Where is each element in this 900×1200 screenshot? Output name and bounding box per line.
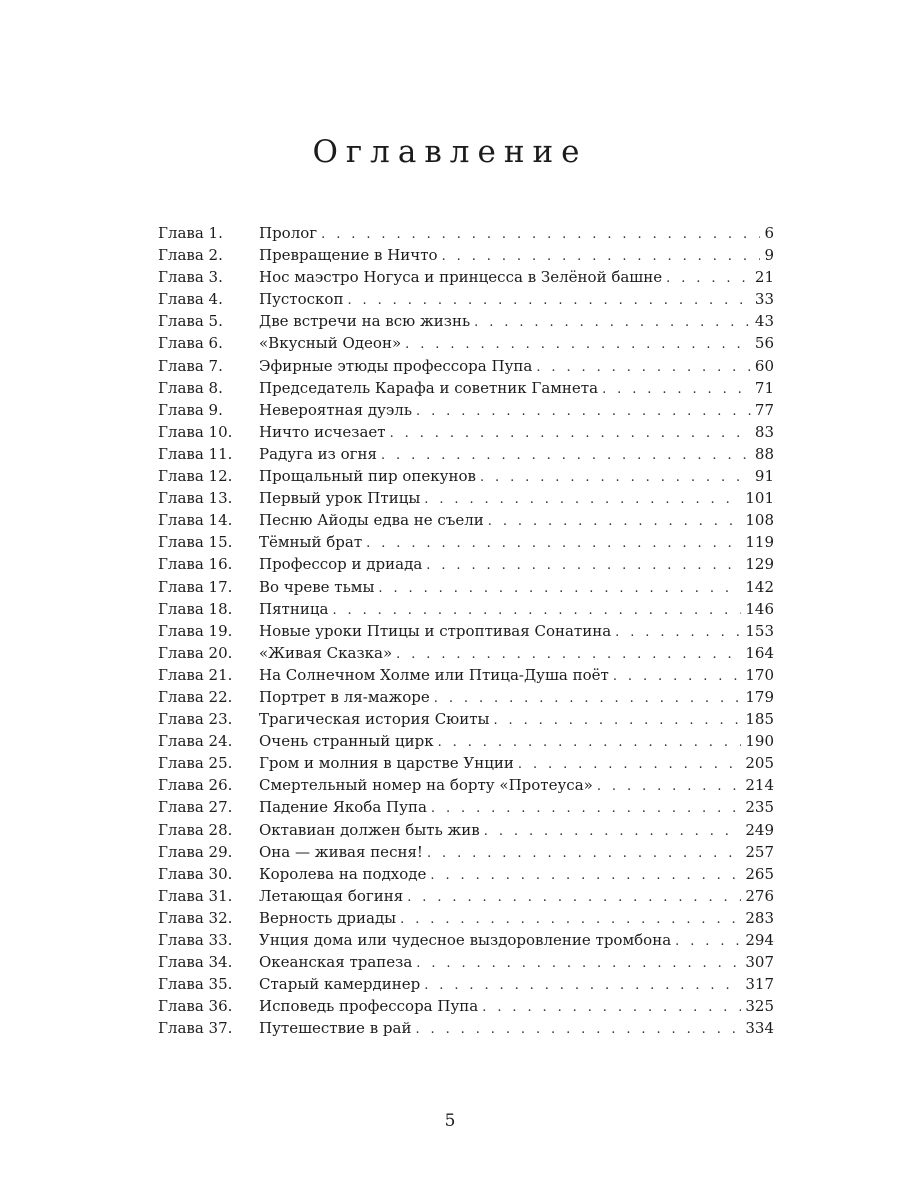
chapter-title-line [259,620,741,644]
toc-entry[interactable] [158,819,774,841]
dot-leader [438,732,742,754]
toc-entry[interactable] [158,531,774,553]
chapter-title: Пятница [259,599,329,618]
chapter-page-number: 249 [745,820,774,839]
chapter-title: «Вкусный Одеон» [259,334,402,353]
chapter-label: Глава 13. [158,489,233,508]
chapter-title-line [259,863,741,887]
chapter-title: Нос маэстро Ногуса и принцесса в Зелёной башне [259,268,663,287]
dot-leader [378,578,741,600]
chapter-title: Она — живая песня! [259,842,423,861]
toc-entry[interactable] [158,355,774,377]
chapter-page-number: 153 [745,621,774,640]
chapter-title: Первый урок Птицы [259,489,421,508]
chapter-label: Глава 31. [158,886,233,905]
dot-leader [430,865,741,887]
chapter-title: Трагическая история Сюиты [259,710,490,729]
toc-entry[interactable] [158,664,774,686]
chapter-title-line [259,708,741,732]
chapter-title: Профессор и дриада [259,555,423,574]
chapter-page-number: 179 [745,687,774,706]
dot-leader [396,644,741,666]
chapter-title-line [259,973,741,997]
chapter-page-number: 146 [745,599,774,618]
dot-leader [366,533,741,555]
dot-leader [493,710,741,732]
toc-entry[interactable] [158,708,774,730]
toc-entry[interactable] [158,377,774,399]
toc-entry[interactable] [158,929,774,951]
table-of-contents [158,222,774,1039]
chapter-label: Глава 30. [158,864,233,883]
chapter-title: Ничто исчезает [259,422,386,441]
chapter-title-line [259,995,741,1019]
toc-entry[interactable] [158,752,774,774]
dot-leader [424,489,741,511]
chapter-title: На Солнечном Холме или Птица-Душа поёт [259,665,609,684]
chapter-page-number: 33 [754,290,774,309]
chapter-label: Глава 9. [158,400,223,419]
chapter-label: Глава 3. [158,268,223,287]
chapter-page-number: 91 [754,467,774,486]
dot-leader [666,268,751,290]
chapter-page-number: 190 [745,732,774,751]
chapter-title-line [259,686,741,710]
chapter-page-number: 88 [754,444,774,463]
chapter-label: Глава 23. [158,710,233,729]
chapter-page-number: 276 [745,886,774,905]
chapter-page-number: 101 [745,489,774,508]
chapter-label: Глава 1. [158,224,223,242]
toc-entry[interactable] [158,487,774,509]
chapter-page-number: 164 [745,643,774,662]
chapter-title-line [259,730,741,754]
chapter-label: Глава 12. [158,467,233,486]
toc-entry[interactable] [158,642,774,664]
chapter-title: Исповедь профессора Пупа [259,997,479,1016]
toc-entry[interactable] [158,774,774,796]
chapter-title-line [259,819,741,843]
chapter-label: Глава 33. [158,931,233,949]
dot-leader [474,312,751,334]
chapter-page-number: 77 [754,400,774,419]
chapter-title: Две встречи на всю жизнь [259,312,471,331]
toc-entry[interactable] [158,620,774,642]
chapter-page-number: 334 [745,1019,774,1038]
toc-entry[interactable] [158,951,774,973]
chapter-label: Глава 6. [158,334,223,353]
toc-entry[interactable] [158,995,774,1017]
chapter-page-number: 283 [745,908,774,927]
toc-entry[interactable] [158,907,774,929]
chapter-page-number: 235 [745,798,774,817]
toc-entry[interactable] [158,310,774,332]
chapter-label: Глава 10. [158,422,233,441]
chapter-title: Летающая богиня [259,886,404,905]
chapter-title-line [259,465,751,489]
chapter-title: Океанская трапеза [259,953,413,972]
chapter-label: Глава 28. [158,820,233,839]
dot-leader [597,776,742,798]
dot-leader [405,334,751,356]
chapter-title-line [259,443,751,467]
toc-entry[interactable] [158,509,774,531]
chapter-title-line [259,332,751,356]
chapter-label: Глава 21. [158,665,233,684]
toc-entry[interactable] [158,841,774,863]
chapter-title-line [259,509,741,533]
page-number: 5 [444,1111,456,1131]
toc-entry[interactable] [158,598,774,620]
dot-leader [415,1019,741,1041]
chapter-title: Тёмный брат [259,533,363,552]
chapter-title: Смертельный номер на борту «Протеуса» [259,776,593,795]
chapter-page-number: 119 [745,533,774,552]
chapter-label: Глава 2. [158,246,223,265]
chapter-page-number: 214 [745,776,774,795]
chapter-page-number: 129 [745,555,774,574]
dot-leader [488,511,742,533]
dot-leader [613,666,742,688]
chapter-label: Глава 19. [158,621,233,640]
chapter-title-line [259,664,741,688]
chapter-label: Глава 14. [158,511,233,530]
chapter-title-line [259,642,741,666]
chapter-page-number: 83 [754,422,774,441]
chapter-title-line [259,598,741,622]
chapter-page-number: 43 [754,312,774,331]
chapter-title: Превращение в Ничто [259,246,438,265]
chapter-title: Песню Айоды едва не съели [259,511,484,530]
toc-entry[interactable] [158,973,774,995]
chapter-page-number: 56 [754,334,774,353]
chapter-page-number: 185 [745,710,774,729]
chapter-page-number: 307 [745,953,774,972]
dot-leader [407,887,741,909]
chapter-label: Глава 29. [158,842,233,861]
chapter-label: Глава 18. [158,599,233,618]
chapter-title: Портрет в ля-мажоре [259,687,430,706]
dot-leader [675,931,741,953]
chapter-label: Глава 32. [158,908,233,927]
chapter-title: Очень странный цирк [259,732,434,751]
dot-leader [416,953,741,975]
chapter-title-line [259,310,751,334]
chapter-title: Унция дома или чудесное выздоровление тромбона [259,931,672,949]
dot-leader [332,600,741,622]
toc-entry[interactable] [158,863,774,885]
chapter-title: Невероятная дуэль [259,400,413,419]
dot-leader [615,622,741,644]
chapter-title: Эфирные этюды профессора Пупа [259,356,533,375]
chapter-label: Глава 34. [158,953,233,972]
chapter-title: Председатель Карафа и советник Гамнета [259,378,599,397]
page-title: Оглавление [312,134,588,170]
chapter-page-number: 257 [745,842,774,861]
chapter-title-line [259,399,751,423]
chapter-title-line [259,1017,741,1041]
chapter-title-line [259,244,760,268]
toc-entry[interactable] [158,443,774,465]
chapter-page-number: 60 [754,356,774,375]
toc-entry[interactable] [158,553,774,575]
chapter-page-number: 317 [745,975,774,994]
chapter-title: Пустоскоп [259,290,344,309]
chapter-title: Новые уроки Птицы и строптивая Сонатина [259,621,612,640]
dot-leader [427,843,741,865]
dot-leader [431,798,741,820]
chapter-title-line [259,576,741,600]
toc-entry[interactable] [158,796,774,818]
chapter-label: Глава 24. [158,732,233,751]
chapter-label: Глава 20. [158,643,233,662]
dot-leader [434,688,742,710]
chapter-title: Падение Якоба Пупа [259,798,427,817]
chapter-label: Глава 36. [158,997,233,1016]
chapter-label: Глава 26. [158,776,233,795]
chapter-title-line [259,377,751,401]
dot-leader [536,357,751,379]
chapter-title-line [259,841,741,865]
chapter-label: Глава 22. [158,687,233,706]
chapter-page-number: 108 [745,511,774,530]
chapter-title-line [259,222,760,246]
chapter-title-line [259,355,751,379]
chapter-label: Глава 35. [158,975,233,994]
chapter-title-line [259,929,741,953]
chapter-title-line [259,288,751,312]
chapter-title-line [259,266,751,290]
toc-entry[interactable] [158,332,774,354]
dot-leader [347,290,750,312]
toc-entry[interactable] [158,421,774,443]
chapter-page-number: 294 [745,931,774,949]
chapter-page-number: 71 [754,378,774,397]
dot-leader [321,224,760,246]
dot-leader [442,246,761,268]
chapter-label: Глава 17. [158,577,233,596]
toc-entry[interactable] [158,288,774,310]
chapter-page-number: 265 [745,864,774,883]
toc-entry[interactable] [158,244,774,266]
chapter-label: Глава 37. [158,1019,233,1038]
dot-leader [424,975,741,997]
chapter-title-line [259,487,741,511]
chapter-title: Прощальный пир опекунов [259,467,476,486]
toc-entry[interactable] [158,885,774,907]
chapter-label: Глава 4. [158,290,223,309]
dot-leader [390,423,751,445]
chapter-title-line [259,885,741,909]
toc-entry[interactable] [158,465,774,487]
dot-leader [518,754,741,776]
chapter-title-line [259,421,751,445]
chapter-label: Глава 15. [158,533,233,552]
dot-leader [602,379,751,401]
chapter-title: Верность дриады [259,908,397,927]
chapter-page-number: 170 [745,665,774,684]
chapter-label: Глава 11. [158,444,233,463]
chapter-label: Глава 16. [158,555,233,574]
chapter-title: Путешествие в рай [259,1019,412,1038]
chapter-title: «Живая Сказка» [259,643,393,662]
chapter-title-line [259,752,741,776]
dot-leader [400,909,741,931]
chapter-page-number: 9 [764,246,774,265]
chapter-label: Глава 8. [158,378,223,397]
dot-leader [482,997,741,1019]
chapter-title: Пролог [259,224,318,242]
chapter-title-line [259,553,741,577]
chapter-label: Глава 5. [158,312,223,331]
chapter-page-number: 205 [745,754,774,773]
toc-entry[interactable] [158,686,774,708]
dot-leader [381,445,751,467]
dot-leader [416,401,751,423]
chapter-title: Радуга из огня [259,444,377,463]
toc-entry[interactable] [158,1017,774,1039]
chapter-title-line [259,951,741,975]
toc-entry[interactable] [158,399,774,421]
chapter-page-number: 6 [764,224,774,242]
toc-entry[interactable] [158,222,774,244]
chapter-title-line [259,531,741,555]
chapter-title: Октавиан должен быть жив [259,820,480,839]
chapter-label: Глава 25. [158,754,233,773]
chapter-page-number: 142 [745,577,774,596]
dot-leader [426,555,741,577]
chapter-title-line [259,796,741,820]
toc-entry[interactable] [158,576,774,598]
dot-leader [484,821,742,843]
chapter-title: Гром и молния в царстве Унции [259,754,514,773]
chapter-page-number: 21 [754,268,774,287]
chapter-title-line [259,774,741,798]
toc-entry[interactable] [158,266,774,288]
chapter-page-number: 325 [745,997,774,1016]
toc-entry[interactable] [158,730,774,752]
chapter-label: Глава 27. [158,798,233,817]
chapter-title: Старый камердинер [259,975,421,994]
dot-leader [480,467,751,489]
chapter-title: Во чреве тьмы [259,577,375,596]
chapter-title: Королева на подходе [259,864,427,883]
chapter-label: Глава 7. [158,356,223,375]
chapter-title-line [259,907,741,931]
